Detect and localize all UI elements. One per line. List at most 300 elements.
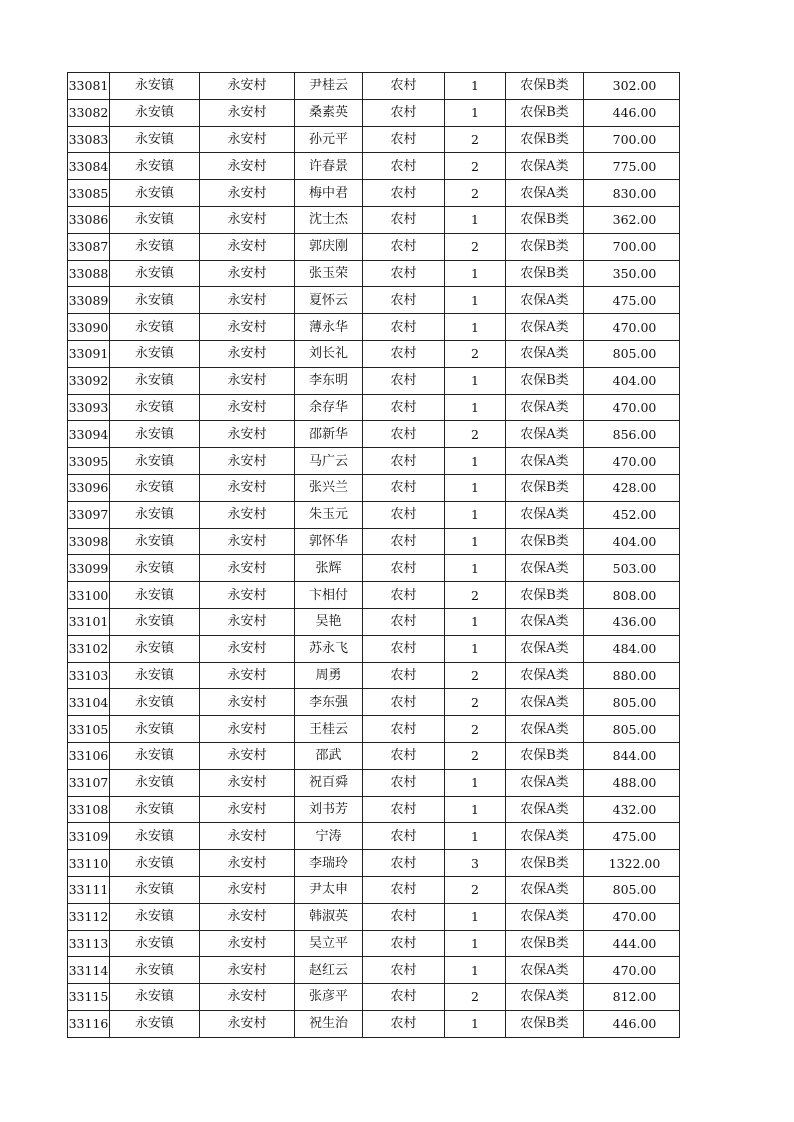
table-row [68, 662, 680, 689]
cell-town: 永安镇 [110, 689, 200, 716]
cell-amount: 503.00 [584, 555, 680, 582]
cell-category: 农保B类 [506, 1010, 584, 1037]
cell-amount: 488.00 [584, 769, 680, 796]
cell-amount: 805.00 [584, 876, 680, 903]
cell-id: 33082 [68, 99, 110, 126]
cell-count: 2 [445, 233, 506, 260]
cell-village: 永安村 [200, 850, 295, 877]
cell-id: 33094 [68, 421, 110, 448]
cell-name: 桑素英 [295, 99, 363, 126]
cell-count: 2 [445, 180, 506, 207]
cell-category: 农保A类 [506, 555, 584, 582]
cell-name: 张玉荣 [295, 260, 363, 287]
cell-amount: 805.00 [584, 716, 680, 743]
cell-count: 2 [445, 582, 506, 609]
cell-count: 1 [445, 287, 506, 314]
table-row [68, 930, 680, 957]
cell-type: 农村 [363, 635, 445, 662]
cell-category: 农保A类 [506, 796, 584, 823]
cell-town: 永安镇 [110, 635, 200, 662]
cell-name: 张辉 [295, 555, 363, 582]
cell-count: 1 [445, 474, 506, 501]
cell-id: 33085 [68, 180, 110, 207]
cell-id: 33102 [68, 635, 110, 662]
table-row [68, 180, 680, 207]
cell-type: 农村 [363, 984, 445, 1011]
table-row [68, 876, 680, 903]
cell-id: 33081 [68, 73, 110, 100]
table-row [68, 260, 680, 287]
cell-village: 永安村 [200, 930, 295, 957]
cell-village: 永安村 [200, 1010, 295, 1037]
cell-type: 农村 [363, 823, 445, 850]
cell-amount: 452.00 [584, 501, 680, 528]
cell-name: 梅中君 [295, 180, 363, 207]
cell-id: 33115 [68, 984, 110, 1011]
cell-name: 郭庆刚 [295, 233, 363, 260]
cell-type: 农村 [363, 903, 445, 930]
table-row [68, 528, 680, 555]
cell-type: 农村 [363, 1010, 445, 1037]
cell-id: 33088 [68, 260, 110, 287]
cell-name: 马广云 [295, 448, 363, 475]
cell-name: 沈士杰 [295, 206, 363, 233]
cell-id: 33084 [68, 153, 110, 180]
cell-village: 永安村 [200, 528, 295, 555]
table-row [68, 716, 680, 743]
table-row [68, 635, 680, 662]
cell-name: 王桂云 [295, 716, 363, 743]
cell-id: 33116 [68, 1010, 110, 1037]
cell-category: 农保A类 [506, 769, 584, 796]
cell-id: 33087 [68, 233, 110, 260]
cell-type: 农村 [363, 957, 445, 984]
cell-amount: 484.00 [584, 635, 680, 662]
cell-village: 永安村 [200, 662, 295, 689]
cell-village: 永安村 [200, 153, 295, 180]
cell-type: 农村 [363, 528, 445, 555]
cell-town: 永安镇 [110, 823, 200, 850]
cell-id: 33098 [68, 528, 110, 555]
cell-category: 农保A类 [506, 823, 584, 850]
cell-town: 永安镇 [110, 1010, 200, 1037]
cell-name: 卞相付 [295, 582, 363, 609]
cell-type: 农村 [363, 474, 445, 501]
cell-category: 农保B类 [506, 233, 584, 260]
cell-category: 农保A类 [506, 287, 584, 314]
cell-count: 1 [445, 635, 506, 662]
cell-name: 郭怀华 [295, 528, 363, 555]
cell-village: 永安村 [200, 823, 295, 850]
cell-amount: 444.00 [584, 930, 680, 957]
cell-town: 永安镇 [110, 421, 200, 448]
cell-count: 2 [445, 126, 506, 153]
cell-name: 张彦平 [295, 984, 363, 1011]
cell-town: 永安镇 [110, 394, 200, 421]
cell-type: 农村 [363, 662, 445, 689]
cell-village: 永安村 [200, 206, 295, 233]
cell-category: 农保B类 [506, 528, 584, 555]
cell-id: 33096 [68, 474, 110, 501]
cell-type: 农村 [363, 716, 445, 743]
cell-id: 33109 [68, 823, 110, 850]
table-row [68, 474, 680, 501]
table-row [68, 689, 680, 716]
cell-town: 永安镇 [110, 582, 200, 609]
cell-town: 永安镇 [110, 903, 200, 930]
cell-village: 永安村 [200, 73, 295, 100]
cell-id: 33111 [68, 876, 110, 903]
cell-type: 农村 [363, 796, 445, 823]
cell-count: 2 [445, 662, 506, 689]
cell-village: 永安村 [200, 689, 295, 716]
cell-amount: 350.00 [584, 260, 680, 287]
cell-id: 33112 [68, 903, 110, 930]
cell-village: 永安村 [200, 501, 295, 528]
cell-count: 1 [445, 367, 506, 394]
cell-village: 永安村 [200, 555, 295, 582]
cell-amount: 470.00 [584, 394, 680, 421]
cell-id: 33097 [68, 501, 110, 528]
cell-type: 农村 [363, 555, 445, 582]
cell-town: 永安镇 [110, 99, 200, 126]
cell-name: 韩淑英 [295, 903, 363, 930]
cell-amount: 404.00 [584, 367, 680, 394]
cell-category: 农保A类 [506, 421, 584, 448]
cell-type: 农村 [363, 153, 445, 180]
cell-name: 薄永华 [295, 314, 363, 341]
cell-village: 永安村 [200, 957, 295, 984]
cell-amount: 470.00 [584, 314, 680, 341]
cell-town: 永安镇 [110, 850, 200, 877]
cell-village: 永安村 [200, 742, 295, 769]
cell-amount: 302.00 [584, 73, 680, 100]
cell-category: 农保A类 [506, 153, 584, 180]
cell-name: 朱玉元 [295, 501, 363, 528]
cell-town: 永安镇 [110, 608, 200, 635]
cell-town: 永安镇 [110, 314, 200, 341]
cell-type: 农村 [363, 769, 445, 796]
cell-type: 农村 [363, 448, 445, 475]
cell-type: 农村 [363, 206, 445, 233]
cell-count: 1 [445, 769, 506, 796]
cell-amount: 700.00 [584, 126, 680, 153]
table-row [68, 206, 680, 233]
cell-town: 永安镇 [110, 930, 200, 957]
cell-id: 33090 [68, 314, 110, 341]
cell-name: 夏怀云 [295, 287, 363, 314]
table-row [68, 823, 680, 850]
cell-village: 永安村 [200, 635, 295, 662]
cell-id: 33091 [68, 340, 110, 367]
cell-village: 永安村 [200, 99, 295, 126]
cell-town: 永安镇 [110, 528, 200, 555]
cell-category: 农保A类 [506, 716, 584, 743]
cell-amount: 844.00 [584, 742, 680, 769]
cell-village: 永安村 [200, 421, 295, 448]
table-row [68, 903, 680, 930]
cell-village: 永安村 [200, 474, 295, 501]
records-table-body [68, 73, 680, 1038]
cell-count: 1 [445, 796, 506, 823]
cell-type: 农村 [363, 582, 445, 609]
cell-name: 孙元平 [295, 126, 363, 153]
cell-count: 1 [445, 99, 506, 126]
cell-village: 永安村 [200, 903, 295, 930]
cell-id: 33103 [68, 662, 110, 689]
cell-id: 33093 [68, 394, 110, 421]
cell-village: 永安村 [200, 716, 295, 743]
table-row [68, 1010, 680, 1037]
cell-count: 1 [445, 957, 506, 984]
table-row [68, 850, 680, 877]
cell-village: 永安村 [200, 126, 295, 153]
cell-name: 许春景 [295, 153, 363, 180]
cell-name: 祝百舜 [295, 769, 363, 796]
cell-village: 永安村 [200, 582, 295, 609]
cell-count: 1 [445, 1010, 506, 1037]
table-row [68, 73, 680, 100]
cell-village: 永安村 [200, 448, 295, 475]
cell-id: 33100 [68, 582, 110, 609]
cell-id: 33095 [68, 448, 110, 475]
cell-category: 农保A类 [506, 984, 584, 1011]
cell-town: 永安镇 [110, 260, 200, 287]
cell-town: 永安镇 [110, 662, 200, 689]
cell-id: 33092 [68, 367, 110, 394]
cell-town: 永安镇 [110, 340, 200, 367]
cell-category: 农保B类 [506, 742, 584, 769]
cell-village: 永安村 [200, 367, 295, 394]
cell-count: 1 [445, 501, 506, 528]
cell-id: 33104 [68, 689, 110, 716]
cell-name: 吴艳 [295, 608, 363, 635]
cell-type: 农村 [363, 742, 445, 769]
cell-count: 1 [445, 823, 506, 850]
table-row [68, 501, 680, 528]
cell-count: 1 [445, 206, 506, 233]
cell-name: 吴立平 [295, 930, 363, 957]
cell-amount: 475.00 [584, 287, 680, 314]
cell-amount: 700.00 [584, 233, 680, 260]
cell-count: 2 [445, 340, 506, 367]
cell-name: 周勇 [295, 662, 363, 689]
cell-category: 农保B类 [506, 126, 584, 153]
cell-town: 永安镇 [110, 367, 200, 394]
cell-town: 永安镇 [110, 984, 200, 1011]
table-row [68, 421, 680, 448]
cell-amount: 805.00 [584, 689, 680, 716]
cell-count: 2 [445, 876, 506, 903]
cell-id: 33083 [68, 126, 110, 153]
cell-count: 1 [445, 930, 506, 957]
cell-village: 永安村 [200, 233, 295, 260]
cell-village: 永安村 [200, 340, 295, 367]
cell-type: 农村 [363, 73, 445, 100]
cell-count: 1 [445, 528, 506, 555]
cell-count: 2 [445, 421, 506, 448]
cell-id: 33099 [68, 555, 110, 582]
cell-name: 宁涛 [295, 823, 363, 850]
cell-village: 永安村 [200, 314, 295, 341]
cell-category: 农保A类 [506, 340, 584, 367]
cell-name: 刘长礼 [295, 340, 363, 367]
cell-type: 农村 [363, 930, 445, 957]
cell-name: 苏永飞 [295, 635, 363, 662]
cell-name: 余存华 [295, 394, 363, 421]
cell-category: 农保A类 [506, 635, 584, 662]
cell-type: 农村 [363, 367, 445, 394]
table-row [68, 608, 680, 635]
cell-town: 永安镇 [110, 876, 200, 903]
cell-type: 农村 [363, 287, 445, 314]
table-row [68, 314, 680, 341]
cell-amount: 432.00 [584, 796, 680, 823]
cell-name: 赵红云 [295, 957, 363, 984]
cell-amount: 856.00 [584, 421, 680, 448]
cell-name: 张兴兰 [295, 474, 363, 501]
cell-town: 永安镇 [110, 233, 200, 260]
cell-count: 1 [445, 73, 506, 100]
cell-name: 刘书芳 [295, 796, 363, 823]
cell-type: 农村 [363, 394, 445, 421]
cell-town: 永安镇 [110, 957, 200, 984]
cell-category: 农保B类 [506, 99, 584, 126]
cell-town: 永安镇 [110, 716, 200, 743]
cell-category: 农保B类 [506, 367, 584, 394]
cell-name: 邵武 [295, 742, 363, 769]
table-row [68, 340, 680, 367]
cell-amount: 470.00 [584, 903, 680, 930]
cell-amount: 808.00 [584, 582, 680, 609]
cell-type: 农村 [363, 180, 445, 207]
table-row [68, 957, 680, 984]
cell-category: 农保A类 [506, 689, 584, 716]
cell-id: 33105 [68, 716, 110, 743]
cell-name: 尹太申 [295, 876, 363, 903]
cell-count: 1 [445, 448, 506, 475]
cell-town: 永安镇 [110, 73, 200, 100]
cell-count: 1 [445, 903, 506, 930]
cell-amount: 436.00 [584, 608, 680, 635]
cell-amount: 470.00 [584, 448, 680, 475]
cell-category: 农保A类 [506, 876, 584, 903]
table-row [68, 99, 680, 126]
cell-count: 2 [445, 153, 506, 180]
cell-count: 1 [445, 394, 506, 421]
cell-town: 永安镇 [110, 501, 200, 528]
cell-category: 农保B类 [506, 850, 584, 877]
cell-category: 农保B类 [506, 930, 584, 957]
cell-category: 农保A类 [506, 501, 584, 528]
cell-name: 李瑞玲 [295, 850, 363, 877]
cell-id: 33110 [68, 850, 110, 877]
cell-category: 农保A类 [506, 314, 584, 341]
cell-village: 永安村 [200, 394, 295, 421]
cell-category: 农保A类 [506, 448, 584, 475]
cell-amount: 880.00 [584, 662, 680, 689]
table-row [68, 394, 680, 421]
cell-type: 农村 [363, 340, 445, 367]
cell-village: 永安村 [200, 180, 295, 207]
cell-amount: 428.00 [584, 474, 680, 501]
cell-count: 1 [445, 608, 506, 635]
cell-count: 2 [445, 689, 506, 716]
cell-town: 永安镇 [110, 474, 200, 501]
cell-town: 永安镇 [110, 769, 200, 796]
cell-amount: 805.00 [584, 340, 680, 367]
table-row [68, 153, 680, 180]
cell-type: 农村 [363, 314, 445, 341]
cell-category: 农保A类 [506, 957, 584, 984]
cell-type: 农村 [363, 850, 445, 877]
cell-category: 农保B类 [506, 73, 584, 100]
cell-town: 永安镇 [110, 180, 200, 207]
cell-name: 尹桂云 [295, 73, 363, 100]
cell-category: 农保A类 [506, 662, 584, 689]
cell-amount: 775.00 [584, 153, 680, 180]
cell-amount: 830.00 [584, 180, 680, 207]
table-row [68, 582, 680, 609]
cell-town: 永安镇 [110, 742, 200, 769]
cell-category: 农保B类 [506, 582, 584, 609]
cell-amount: 446.00 [584, 1010, 680, 1037]
cell-count: 3 [445, 850, 506, 877]
cell-category: 农保B类 [506, 474, 584, 501]
cell-type: 农村 [363, 608, 445, 635]
cell-amount: 362.00 [584, 206, 680, 233]
cell-village: 永安村 [200, 876, 295, 903]
cell-amount: 404.00 [584, 528, 680, 555]
cell-type: 农村 [363, 689, 445, 716]
cell-count: 1 [445, 314, 506, 341]
cell-name: 李东明 [295, 367, 363, 394]
cell-type: 农村 [363, 260, 445, 287]
cell-town: 永安镇 [110, 206, 200, 233]
cell-count: 1 [445, 260, 506, 287]
table-row [68, 796, 680, 823]
cell-count: 2 [445, 742, 506, 769]
table-row [68, 448, 680, 475]
table-row [68, 126, 680, 153]
table-row [68, 287, 680, 314]
cell-count: 1 [445, 555, 506, 582]
cell-name: 祝生治 [295, 1010, 363, 1037]
cell-type: 农村 [363, 126, 445, 153]
cell-town: 永安镇 [110, 126, 200, 153]
cell-town: 永安镇 [110, 448, 200, 475]
cell-category: 农保A类 [506, 903, 584, 930]
table-row [68, 555, 680, 582]
cell-id: 33086 [68, 206, 110, 233]
cell-amount: 475.00 [584, 823, 680, 850]
cell-category: 农保B类 [506, 206, 584, 233]
table-row [68, 984, 680, 1011]
cell-village: 永安村 [200, 608, 295, 635]
cell-name: 邵新华 [295, 421, 363, 448]
table-row [68, 769, 680, 796]
cell-id: 33106 [68, 742, 110, 769]
cell-id: 33114 [68, 957, 110, 984]
cell-id: 33089 [68, 287, 110, 314]
cell-id: 33113 [68, 930, 110, 957]
cell-type: 农村 [363, 876, 445, 903]
cell-id: 33107 [68, 769, 110, 796]
cell-name: 李东强 [295, 689, 363, 716]
table-row [68, 742, 680, 769]
cell-village: 永安村 [200, 287, 295, 314]
cell-village: 永安村 [200, 984, 295, 1011]
